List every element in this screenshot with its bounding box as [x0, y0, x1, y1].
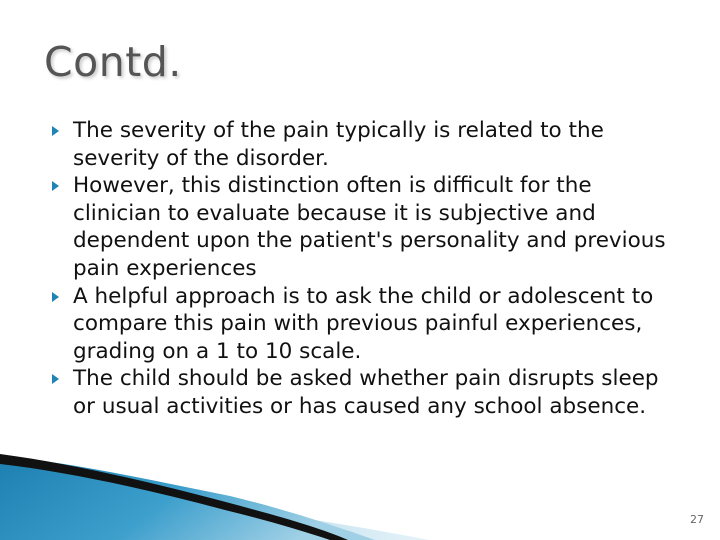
triangle-bullet-icon [52, 181, 59, 191]
bullet-text: However, this distinction often is difficult for the clinician to evaluate because it is subjective and dependent upon the patient's personality and previous pain experiences [73, 173, 666, 281]
slide-title: Contd. [44, 38, 182, 86]
triangle-bullet-icon [52, 374, 59, 384]
bullet-text: The child should be asked whether pain disrupts sleep or usual activities or has caused any school absence. [73, 366, 659, 419]
bullet-list [50, 117, 675, 421]
bullet-item [50, 172, 675, 282]
bullet-text: A helpful approach is to ask the child or adolescent to compare this pain with previous painful experiences, grading on a 1 to 10 scale. [73, 283, 654, 364]
bullet-item [50, 365, 675, 420]
page-number: 27 [690, 513, 704, 526]
triangle-bullet-icon [52, 126, 59, 136]
triangle-bullet-icon [52, 292, 59, 302]
bullet-item [50, 117, 675, 172]
corner-swoosh-decoration [0, 440, 720, 540]
bullet-item [50, 283, 675, 366]
bullet-text: The severity of the pain typically is related to the severity of the disorder. [73, 118, 604, 171]
